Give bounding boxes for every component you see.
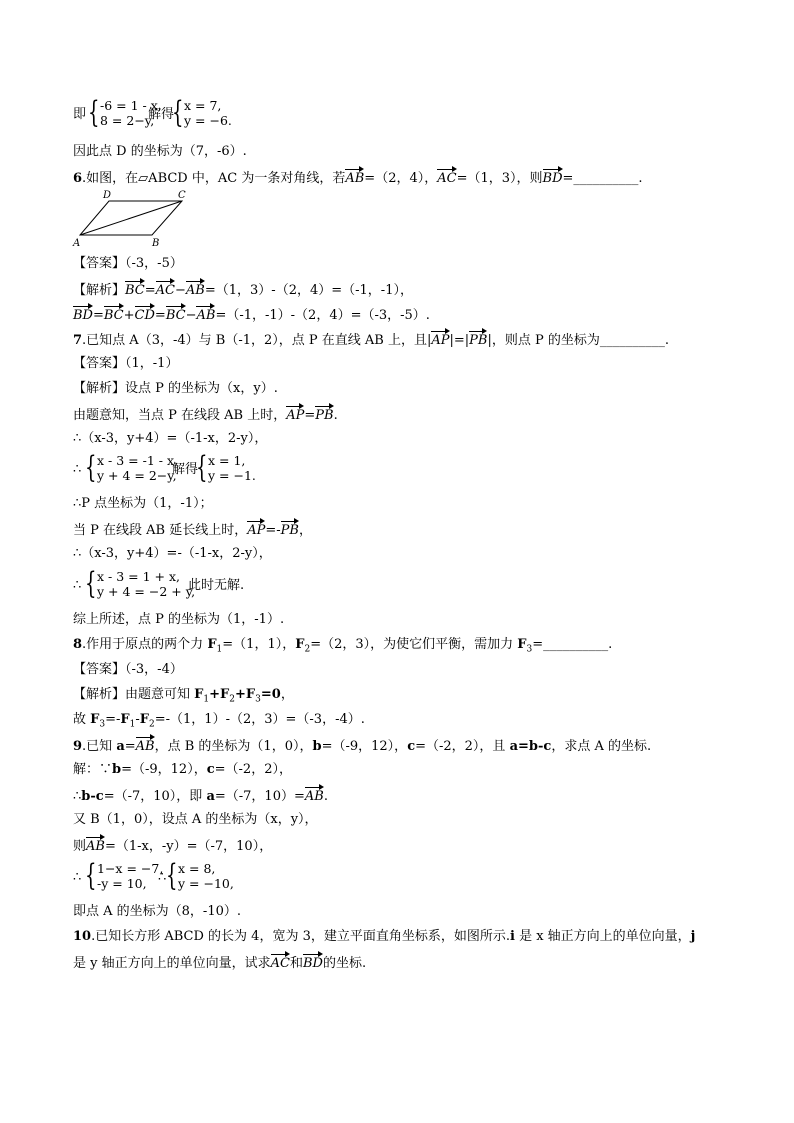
text: |，则点 P 的坐标为__________. [487, 333, 669, 348]
text: ∴P 点坐标为（1，-1）； [73, 496, 213, 511]
label-d: D [103, 190, 112, 201]
text: − [175, 283, 186, 298]
text: = [518, 739, 529, 754]
solution-7h [73, 577, 81, 595]
text: ， [298, 523, 312, 538]
text: = [124, 739, 136, 754]
text: + [235, 687, 246, 702]
text: =__________. [532, 637, 613, 652]
text: F [517, 637, 527, 652]
text: = [304, 408, 316, 423]
question-10b [73, 953, 366, 973]
text: F [90, 712, 100, 727]
text: ，求点 A 的坐标. [551, 739, 652, 754]
text: ，点 B 的坐标为（1，0）， [154, 739, 313, 754]
solve-label: 解得 [148, 107, 175, 122]
text: b [81, 789, 91, 804]
text: 2 [149, 719, 155, 730]
label-b: B [152, 238, 160, 249]
text: =（-9，12）， [321, 739, 408, 754]
text: =（-2，2）， [214, 762, 292, 777]
solution-7a [73, 380, 278, 398]
text: =（1，3），则 [456, 171, 543, 186]
text: 当 P 在线段 AB 延长线上时， [73, 523, 248, 538]
text: − [185, 308, 197, 323]
text: 由题意可知 [125, 687, 195, 702]
text: F [120, 712, 130, 727]
vector: BC [104, 305, 124, 325]
answer-8 [73, 661, 183, 679]
answer-label: 【答案】 [73, 256, 126, 271]
text: - [135, 712, 140, 727]
text: 3 [526, 644, 533, 655]
text: 设点 P 的坐标为（x，y）. [125, 381, 278, 396]
text: 综上所述，点 P 的坐标为（1，-1）. [73, 612, 285, 627]
solution-9f [73, 903, 241, 921]
question-number: 10 [73, 929, 92, 944]
text: c [206, 762, 215, 777]
text: （-3，-4） [125, 662, 183, 677]
question-number: 8 [73, 637, 83, 652]
system-9a-row-1: 1−x = −7, [97, 861, 164, 876]
text: =（-2，2），且 [415, 739, 510, 754]
system-7a-row-1: x - 3 = -1 - x, [97, 453, 178, 468]
text: F [207, 637, 217, 652]
vector: PB [469, 330, 487, 350]
system-7b-row-1: x = 1, [208, 453, 246, 468]
question-9 [73, 736, 651, 756]
vector: AP [247, 520, 265, 540]
question-number: 6 [73, 171, 83, 186]
text: = [260, 687, 272, 702]
text: + [209, 687, 221, 702]
text: .已知 [82, 739, 117, 754]
text: = [144, 283, 156, 298]
text: 2 [304, 644, 311, 655]
text: =（2，3），为使它们平衡，需加力 [310, 637, 518, 652]
solution-7b [73, 405, 338, 425]
text: a [509, 739, 519, 754]
text: F [295, 637, 305, 652]
system-1b-row-2: y = −6. [184, 113, 232, 128]
text: . [333, 408, 338, 423]
text: 是 y 轴正方向上的单位向量，试求 [73, 956, 271, 971]
system-7c-row-2: y + 4 = −2 + y, [97, 584, 196, 599]
text: 解得 [172, 462, 199, 477]
text: ∴ [73, 789, 82, 804]
text: =（1-x，-y）=（-7，10）， [104, 839, 273, 854]
system-1a-row-2: 8 = 2−y, [100, 113, 155, 128]
text: 3 [255, 694, 261, 705]
text: 1 [203, 694, 210, 705]
system-1a-row-1: -6 = 1 - x, [100, 98, 162, 113]
system-7c-row-1: x - 3 = 1 + x, [97, 569, 180, 584]
text: =-（1，1）-（2，3）=（-3，-4）. [154, 712, 365, 727]
vector: AB [186, 280, 205, 300]
text: F [139, 712, 150, 727]
vector: AB [345, 168, 364, 188]
text: 1 [129, 719, 136, 730]
text: =（2，4）， [364, 171, 438, 186]
text: F [245, 687, 256, 702]
solution-9b [73, 786, 328, 806]
question-8 [73, 636, 612, 654]
solution-label: 【解析】 [73, 283, 126, 298]
question-number: 7 [73, 333, 83, 348]
text: ， [280, 687, 294, 702]
text: =- [265, 523, 281, 538]
solution-9a [73, 761, 292, 779]
text: 1 [216, 644, 223, 655]
text: =__________. [562, 171, 643, 186]
text: |=| [449, 333, 470, 348]
text: ∴ [73, 578, 82, 593]
vector: BD [303, 953, 323, 973]
text: b [312, 739, 322, 754]
text: 2 [229, 694, 235, 705]
vector: AB [305, 786, 324, 806]
text: - [90, 789, 96, 804]
text: （1，-1） [125, 356, 179, 371]
solution-label: 【解析】 [73, 687, 126, 702]
solution-7g [73, 545, 272, 563]
solution-7i [73, 611, 284, 629]
text: a [116, 739, 125, 754]
solution-9d [73, 836, 272, 856]
text: ∴ [73, 462, 82, 477]
text: i [509, 929, 515, 944]
vector: BC [125, 280, 145, 300]
text: 故 [73, 712, 91, 727]
question-7 [73, 330, 669, 350]
text: F [194, 687, 204, 702]
solution-7d [73, 461, 81, 479]
text: F [220, 687, 230, 702]
solution-7h-mid [188, 577, 244, 595]
text: .作用于原点的两个力 [82, 637, 208, 652]
system-7a-row-2: y + 4 = 2−y, [97, 468, 177, 483]
text: ∴（x-3，y+4）=（-1-x，2-y）， [73, 431, 268, 446]
text: 0 [271, 687, 281, 702]
text: 因此点 D 的坐标为（7，-6）. [73, 144, 247, 159]
vector: BD [73, 305, 93, 325]
text: = [92, 308, 104, 323]
text: =（-7，10），即 [103, 789, 207, 804]
solution-9c [73, 811, 318, 829]
solution-7e [73, 495, 213, 513]
question-10a [73, 928, 695, 946]
vector: AP [431, 330, 449, 350]
text: b [112, 762, 122, 777]
vector: AC [437, 168, 456, 188]
text: =（1，1）， [222, 637, 296, 652]
text: 的坐标. [322, 956, 367, 971]
text: 3 [99, 719, 106, 730]
solution-8a [73, 686, 294, 704]
solution-7c [73, 430, 267, 448]
text: 解：∵ [73, 762, 113, 777]
solution-7f [73, 520, 312, 540]
system-7b-row-2: y = −1. [208, 468, 256, 483]
system-9b-row-2: y = −10, [178, 876, 234, 891]
answer-7 [73, 355, 178, 373]
text: 由题意知，当点 P 在线段 AB 上时， [73, 408, 287, 423]
text: 此时无解. [188, 578, 245, 593]
solution-7d-mid [172, 461, 198, 479]
text: c [407, 739, 416, 754]
text: （-3，-5） [125, 256, 183, 271]
text: + [123, 308, 135, 323]
vector: AB [86, 836, 105, 856]
solution-6a [73, 280, 413, 300]
text: .如图，在▱ABCD 中，AC 为一条对角线，若 [82, 171, 346, 186]
vector: AP [286, 405, 304, 425]
text: ∴ [158, 870, 167, 885]
solution-label: 【解析】 [73, 381, 126, 396]
label-a: A [73, 238, 81, 249]
label-c: C [178, 190, 186, 201]
solution-8b [73, 711, 365, 729]
text: =（-9，12）， [121, 762, 207, 777]
text: ∴（x-3，y+4）=-（-1-x，2-y）， [73, 546, 272, 561]
text: =（-1，-1）-（2，4）=（-3，-5）. [215, 308, 430, 323]
vector: BD [543, 168, 563, 188]
text: 是 x 轴正方向上的单位向量， [514, 929, 691, 944]
answer-label: 【答案】 [73, 356, 126, 371]
vector: AB [136, 736, 155, 756]
text: =（-7，10）= [214, 789, 305, 804]
text: c [95, 789, 104, 804]
system-9a-row-2: -y = 10, [97, 876, 147, 891]
text: j [690, 929, 696, 944]
solution-6b [73, 305, 430, 325]
text: = [154, 308, 166, 323]
text: c [543, 739, 552, 754]
text: b [528, 739, 539, 754]
text: 又 B（1，0），设点 A 的坐标为（x，y）， [73, 812, 318, 827]
vector: PB [315, 405, 333, 425]
system-9b-row-1: x = 8, [178, 861, 216, 876]
vector: AB [196, 305, 215, 325]
line-1-prefix: 即 [73, 107, 87, 122]
text: .已知点 A（3，-4）与 B（-1，2），点 P 在直线 AB 上，且| [82, 333, 432, 348]
system-1b-row-1: x = 7, [184, 98, 222, 113]
text: - [538, 739, 544, 754]
vector: BC [166, 305, 186, 325]
text: a [206, 789, 215, 804]
text: =（1，3）-（2，4）=（-1，-1）， [204, 283, 413, 298]
vector: CD [135, 305, 155, 325]
question-number: 9 [73, 739, 83, 754]
solution-9e [73, 869, 81, 887]
answer-6 [73, 255, 183, 273]
answer-label: 【答案】 [73, 662, 126, 677]
text: =- [105, 712, 121, 727]
text: 则 [73, 839, 87, 854]
text: . [323, 789, 328, 804]
text: 即点 A 的坐标为（8，-10）. [73, 904, 241, 919]
vector: PB [281, 520, 299, 540]
text: .已知长方形 ABCD 的长为 4，宽为 3，建立平面直角坐标系，如图所示. [91, 929, 510, 944]
vector: AC [156, 280, 175, 300]
text: 和 [289, 956, 303, 971]
text: ∴ [73, 870, 82, 885]
vector: AC [271, 953, 290, 973]
